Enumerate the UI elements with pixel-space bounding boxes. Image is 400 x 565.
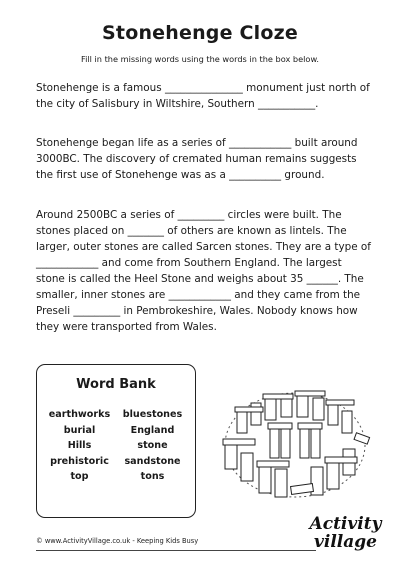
activity-village-logo bbox=[298, 515, 393, 563]
logo-line-2: village bbox=[314, 532, 377, 552]
word-bank-word: top bbox=[70, 471, 89, 482]
word-bank-word: prehistoric bbox=[50, 455, 109, 467]
word-bank-word: tons bbox=[140, 471, 165, 482]
word-bank-word: burial bbox=[63, 424, 96, 436]
word-bank-word: England bbox=[130, 424, 175, 436]
word-bank-word: bluestones bbox=[122, 409, 183, 420]
paragraph-3: Around 2500BC a series of _________ circles were built. The stones placed on _______ of others are known as lintels. The larger, outer stones are called Sarcen stones. They are a type of ____________ and come from Southern England. The largest stone is called the Heel Stone and weighs about 35 ______. The smaller, inner stones are ____________ and they came from the Preseli _________ in Pembrokeshire, Wales. Nobody knows how they were transported from Wales. bbox=[36, 209, 371, 333]
page-title: Stonehenge Cloze bbox=[102, 22, 298, 44]
word-bank-grid bbox=[43, 409, 189, 482]
word-bank-word: sandstone bbox=[124, 455, 181, 467]
paragraph-1: Stonehenge is a famous _______________ monument just north of the city of Salisbury in Wiltshire, Southern ___________. bbox=[36, 82, 370, 110]
paragraph-2: Stonehenge began life as a series of ____________ built around 3000BC. The discovery of cremated human remains suggests the first use of Stonehenge was as a __________ ground. bbox=[36, 137, 358, 181]
instructions: Fill in the missing words using the words in the box below. bbox=[80, 54, 319, 64]
word-bank-box bbox=[36, 364, 196, 518]
footer-divider bbox=[36, 550, 316, 551]
word-bank-title: Word Bank bbox=[76, 377, 156, 392]
stonehenge-illustration bbox=[215, 373, 375, 513]
footer-copyright: © www.ActivityVillage.co.uk - Keeping Kids Busy bbox=[36, 537, 199, 545]
word-bank-word: stone bbox=[137, 440, 168, 451]
logo-line-1: Activity bbox=[309, 514, 382, 534]
word-bank-word: earthworks bbox=[48, 409, 111, 420]
word-bank-word: Hills bbox=[67, 440, 92, 451]
